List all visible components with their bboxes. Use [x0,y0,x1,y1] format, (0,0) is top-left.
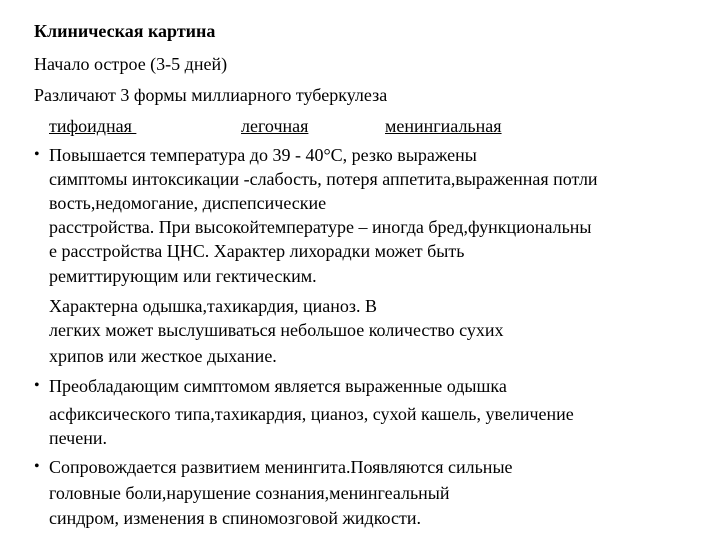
bullet-icon: • [34,377,40,394]
intro-text: Различают 3 формы миллиарного туберкулеза [34,85,388,105]
typhoid-line: симптомы интоксикации -слабость, потеря аппетита,выраженная потли [49,169,598,189]
form-typhoid: тифоидная [49,116,137,136]
typhoid-line: расстройства. При высокойтемпературе – иногда бред,функциональны [49,217,592,237]
form-pulmonary: легочная [241,116,309,136]
typhoid-line: Повышается температура до 39 - 40°С, резко выражены [49,145,477,165]
slide-title: Клиническая картина [34,21,216,41]
typhoid-line: е расстройства ЦНС. Характер лихорадки может быть [49,241,465,261]
pulmonary-line: асфиксического типа,тахикардия, цианоз, сухой кашель, увеличение [49,404,574,424]
meningeal-line: Сопровождается развитием менингита.Появляются сильные [49,457,513,477]
form-meningeal: менингиальная [385,116,502,136]
pulmonary-line: печени. [49,428,107,448]
meningeal-line: головные боли,нарушение сознания,менингеальный [49,483,450,503]
meningeal-line: синдром, изменения в спиномозговой жидкости. [49,508,421,528]
bullet-icon: • [34,146,40,163]
typhoid-line: вость,недомогание, диспепсические [49,193,327,213]
typhoid-line: хрипов или жесткое дыхание. [49,346,277,366]
typhoid-line: ремиттирующим или гектическим. [49,266,317,286]
onset-text: Начало острое (3-5 дней) [34,54,228,74]
pulmonary-line: Преобладающим симптомом является выраженные одышка [49,376,507,396]
typhoid-line: Характерна одышка,тахикардия, цианоз. В [49,296,378,316]
bullet-icon: • [34,458,40,475]
forms-row [49,114,549,138]
typhoid-line: легких может выслушиваться небольшое количество сухих [49,320,504,340]
